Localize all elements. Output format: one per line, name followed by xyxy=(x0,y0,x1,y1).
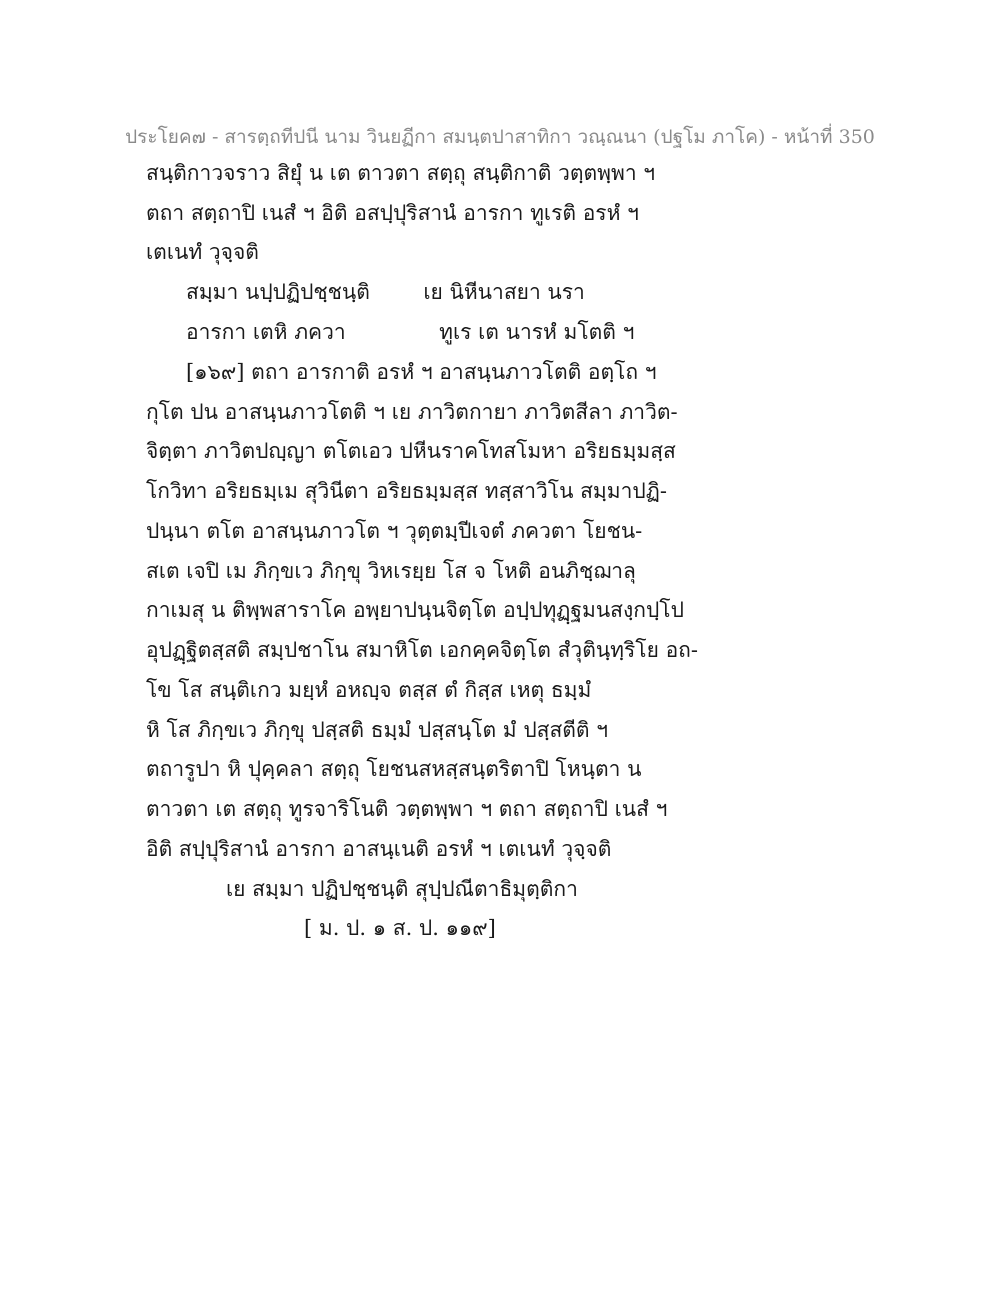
text-line: ตถา สตฺถาปิ เนสํ ฯ อิติ อสปฺปุริสานํ อารกา ทูเรติ อรหํ ฯ xyxy=(146,201,639,225)
text-line: ปนฺนา ตโต อาสนฺนภาวโต ฯ วุตฺตมฺปีเจตํ ภควตา โยชน- xyxy=(146,519,643,543)
paragraph-start-line: [๑๖๙] ตถา อารกาติ อรหํ ฯ อาสนฺนภาวโตติ อตฺโถ ฯ xyxy=(186,360,657,384)
page-header: ประโยค๗ - สารตฺถทีปนี นาม วินยฏีกา สมนฺตปาสาทิกา วณฺณนา (ปฐโม ภาโค) - หน้าที่ 350 xyxy=(125,126,875,148)
text-line: กาเมสุ น ติพฺพสาราโค อพฺยาปนฺนจิตฺโต อปฺปทุฏฺฐมนสงฺกปฺโป xyxy=(146,598,684,622)
text-line: โกวิทา อริยธมฺเม สุวินีตา อริยธมฺมสฺส ทสฺสาวิโน สมฺมาปฏิ- xyxy=(146,479,667,503)
text-line: อุปฏฺฐิตสฺสติ สมฺปชาโน สมาหิโต เอกคฺคจิตฺโต สํวุตินฺทฺริโย อถ- xyxy=(146,638,698,662)
text-line: สเต เจปิ เม ภิกฺขเว ภิกฺขุ วิหเรยฺย โส จ โหติ อนภิชฺฌาลุ xyxy=(146,559,636,583)
text-line: ตาวตา เต สตฺถุ ทูรจาริโนติ วตฺตพฺพา ฯ ตถา สตฺถาปิ เนสํ ฯ xyxy=(146,797,668,821)
verse-line: อารกา เตหิ ภควา ทูเร เต นารหํ มโตติ ฯ xyxy=(186,320,635,344)
text-line: ตถารูปา หิ ปุคฺคลา สตฺถุ โยชนสหสฺสนฺตริตาปิ โหนฺตา น xyxy=(146,757,642,781)
text-line: หิ โส ภิกฺขเว ภิกฺขุ ปสฺสติ ธมฺมํ ปสฺสนฺโต มํ ปสฺสตีติ ฯ xyxy=(146,718,609,742)
verse-line: เย สมฺมา ปฏิปชฺชนฺติ สุปฺปณีตาธิมุตฺติกา xyxy=(226,877,578,901)
reference-citation: [ ม. ป. ๑ ส. ป. ๑๑๙] xyxy=(304,916,496,940)
text-line: เตเนทํ วุจฺจติ xyxy=(146,240,259,264)
text-line: สนฺติกาวจราว สิยุํ น เต ตาวตา สตฺถุ สนฺติกาติ วตฺตพฺพา ฯ xyxy=(146,161,656,185)
text-line: กุโต ปน อาสนฺนภาวโตติ ฯ เย ภาวิตกายา ภาวิตสีลา ภาวิต- xyxy=(146,400,678,424)
text-line: โข โส สนฺติเกว มยฺหํ อหญฺจ ตสฺส ตํ กิสฺส เหตุ ธมฺมํ xyxy=(146,678,592,702)
text-line: จิตฺตา ภาวิตปญฺญา ตโตเอว ปหีนราคโทสโมหา อริยธมฺมสฺส xyxy=(146,439,676,463)
verse-line: สมฺมา นปฺปฏิปชฺชนฺติ เย นิหีนาสยา นรา xyxy=(186,280,585,304)
text-line: อิติ สปฺปุริสานํ อารกา อาสนฺเนติ อรหํ ฯ เตเนทํ วุจฺจติ xyxy=(146,837,612,861)
